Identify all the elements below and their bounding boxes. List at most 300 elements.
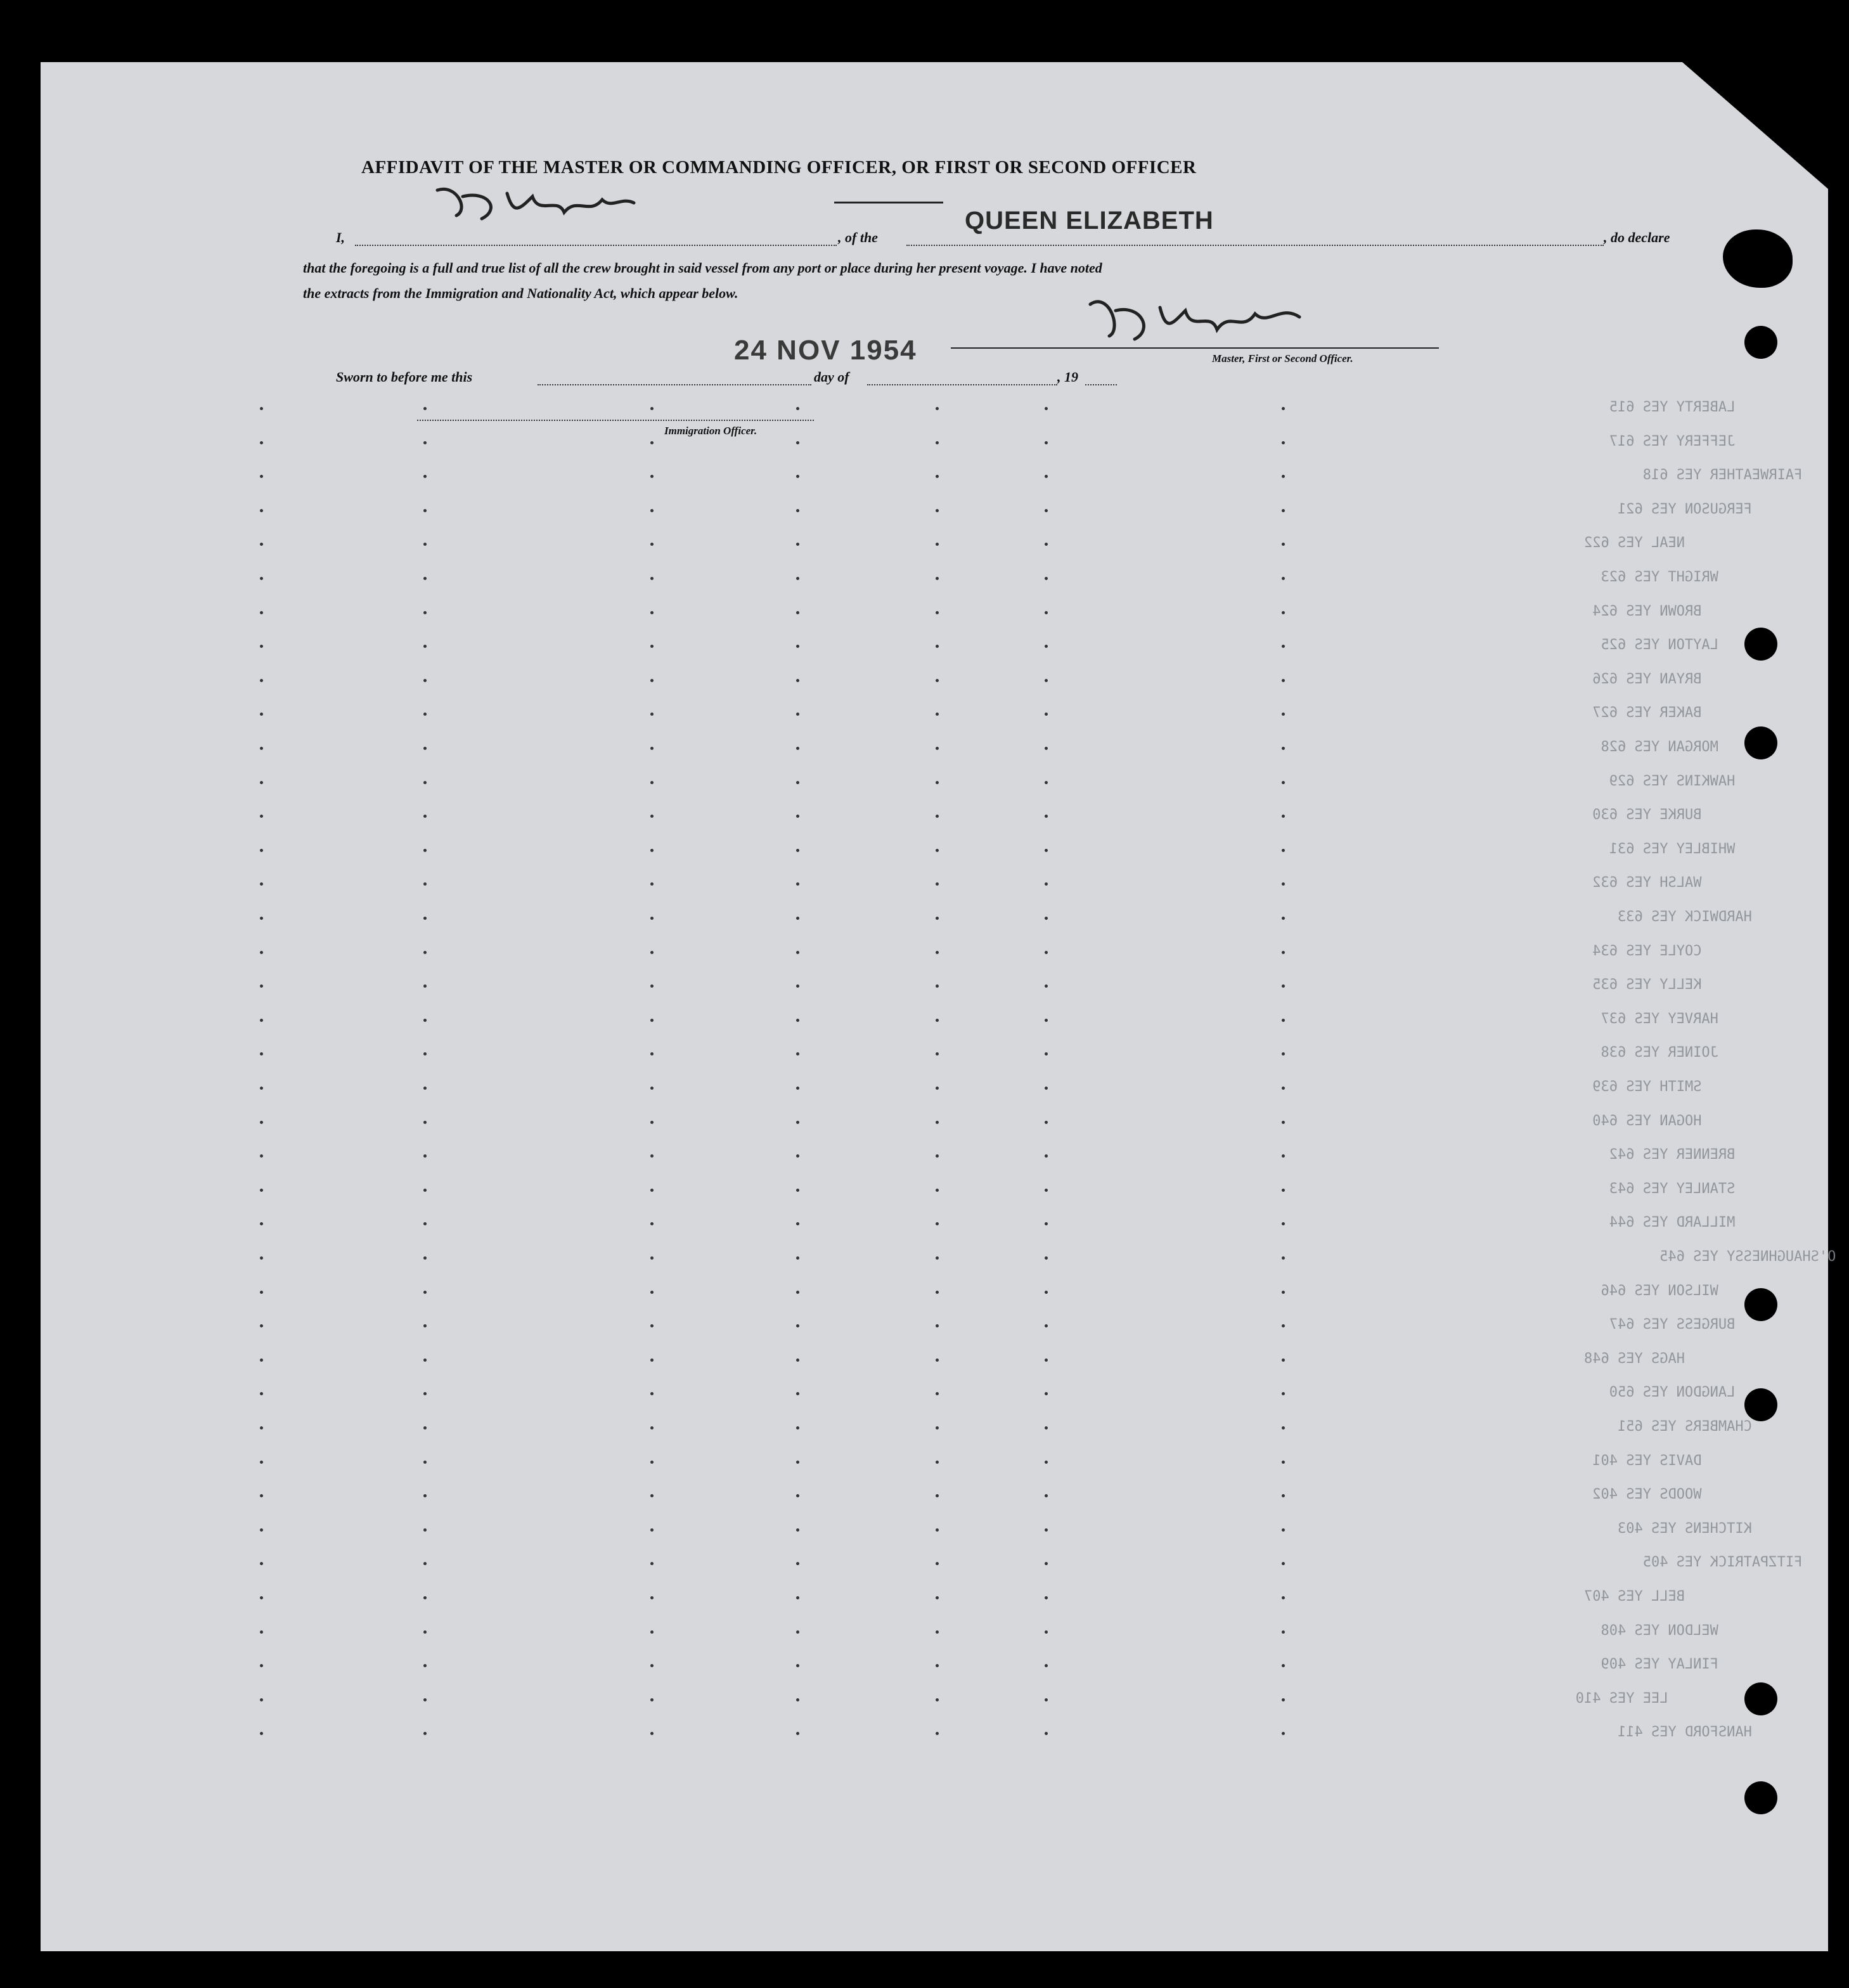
column-dot [1282, 611, 1285, 614]
column-dot [936, 1189, 939, 1192]
column-dot [423, 917, 427, 920]
column-dot [260, 1256, 263, 1260]
column-dot [796, 747, 799, 750]
column-dot [1045, 1528, 1048, 1532]
punch-hole [1744, 1288, 1777, 1321]
ghost-row-name: FERGUSON [1676, 501, 1752, 517]
ghost-row-yes: YES [1634, 773, 1668, 789]
affidavit-heading: AFFIDAVIT OF THE MASTER OR COMMANDING OFFICER, OR FIRST OR SECOND OFFICER [361, 157, 1197, 178]
ghost-row-yes: YES [1617, 1452, 1651, 1469]
column-dot [1282, 951, 1285, 954]
column-dot [423, 849, 427, 852]
column-dot [650, 849, 654, 852]
ghost-row-name: HARVEY [1659, 1010, 1718, 1027]
ghost-row-name: NEAL [1642, 535, 1685, 552]
punch-hole [1744, 1388, 1777, 1421]
officer-caption: Immigration Officer. [664, 425, 757, 437]
column-dot [260, 951, 263, 954]
ghost-row-yes: YES [1601, 1690, 1635, 1707]
column-dot [936, 1291, 939, 1294]
column-dot [423, 1189, 427, 1192]
ghost-row-name: WALSH [1651, 875, 1702, 891]
column-dot [650, 679, 654, 682]
ghost-row-name: BURGESS [1668, 1317, 1736, 1333]
column-dot [796, 441, 799, 444]
ghost-row-name: LAYTON [1659, 637, 1718, 654]
ghost-row-number: 405 [1642, 1554, 1668, 1571]
column-dot [650, 1461, 654, 1464]
column-dot [1045, 1121, 1048, 1124]
date-stamp: 24 NOV 1954 [734, 335, 917, 366]
column-dot [936, 1630, 939, 1634]
column-dot [260, 509, 263, 512]
column-dot [260, 1426, 263, 1430]
column-dot [1282, 1698, 1285, 1701]
column-dot [936, 849, 939, 852]
ghost-row-number: 648 [1583, 1350, 1609, 1367]
column-dot [936, 1596, 939, 1599]
master-name-line [355, 245, 837, 246]
ghost-row-name: O'SHAUGHNESSY [1718, 1249, 1836, 1265]
column-dot [796, 509, 799, 512]
column-dot [260, 407, 263, 410]
ghost-row-number: 628 [1601, 739, 1627, 755]
ghost-row-yes: YES [1617, 1113, 1651, 1129]
ghost-row-number: 631 [1609, 841, 1635, 857]
column-dot [796, 679, 799, 682]
ghost-row-number: 639 [1592, 1079, 1618, 1095]
ghost-row-yes: YES [1609, 535, 1643, 552]
column-dot [423, 611, 427, 614]
declaration-text: the extracts from the Immigration and Nationality Act, which appear below. [303, 285, 738, 301]
column-dot [650, 1630, 654, 1634]
column-dot [796, 1596, 799, 1599]
column-dot [650, 1359, 654, 1362]
column-dot [796, 1630, 799, 1634]
ghost-row-yes: YES [1634, 399, 1668, 415]
ghost-row-name: SMITH [1651, 1079, 1702, 1095]
ghost-row-number: 634 [1592, 943, 1618, 959]
column-dot [796, 1528, 799, 1532]
ghost-row-number: 615 [1609, 399, 1635, 415]
sworn-day-line [538, 384, 811, 385]
ghost-row-yes: YES [1626, 1622, 1660, 1639]
column-dot [650, 407, 654, 410]
column-dot [936, 441, 939, 444]
column-dot [936, 1359, 939, 1362]
column-dot [650, 1426, 654, 1430]
ghost-row-yes: YES [1668, 467, 1702, 484]
column-dot [423, 1121, 427, 1124]
column-dot [1045, 1630, 1048, 1634]
column-dot [423, 1596, 427, 1599]
column-dot [796, 1426, 799, 1430]
column-dot [796, 1359, 799, 1362]
column-dot [936, 1087, 939, 1090]
column-dot [1045, 781, 1048, 784]
ghost-row-yes: YES [1634, 1147, 1668, 1163]
column-dot [260, 1461, 263, 1464]
column-dot [650, 917, 654, 920]
column-dot [1282, 917, 1285, 920]
ghost-row-name: MILLARD [1668, 1215, 1736, 1231]
ghost-row-yes: YES [1626, 637, 1660, 654]
ghost-row-number: 627 [1592, 705, 1618, 721]
column-dot [650, 1698, 654, 1701]
column-dot [423, 781, 427, 784]
ghost-row-number: 621 [1617, 501, 1643, 517]
heading-rule [834, 202, 943, 203]
punch-hole [1744, 726, 1777, 759]
column-dot [796, 577, 799, 580]
ghost-row-name: HARDWICK [1676, 909, 1752, 925]
column-dot [1045, 1359, 1048, 1362]
column-dot [650, 441, 654, 444]
ghost-row-yes: YES [1634, 841, 1668, 857]
ghost-row-name: HANSFORD [1676, 1724, 1752, 1741]
column-dot [650, 1528, 654, 1532]
ghost-row-yes: YES [1617, 807, 1651, 823]
column-dot [1045, 611, 1048, 614]
ghost-row-name: KELLY [1651, 977, 1702, 993]
ghost-row-yes: YES [1617, 1079, 1651, 1095]
column-dot [936, 1121, 939, 1124]
ghost-row-yes: YES [1634, 1215, 1668, 1231]
column-dot [1282, 1087, 1285, 1090]
ghost-row-number: 635 [1592, 977, 1618, 993]
column-dot [650, 1087, 654, 1090]
ghost-row-name: BELL [1642, 1589, 1685, 1604]
ghost-row-yes: YES [1617, 671, 1651, 687]
column-dot [650, 1596, 654, 1599]
master-signature [431, 171, 640, 235]
ghost-row-number: 638 [1601, 1045, 1627, 1061]
column-dot [936, 1461, 939, 1464]
column-dot [260, 679, 263, 682]
column-dot [796, 849, 799, 852]
column-dot [1045, 849, 1048, 852]
column-dot [260, 1698, 263, 1701]
column-dot [1282, 747, 1285, 750]
ghost-row-yes: YES [1642, 501, 1677, 517]
column-dot [1045, 1426, 1048, 1430]
ghost-row-number: 618 [1642, 467, 1668, 484]
column-dot [1045, 441, 1048, 444]
column-dot [796, 951, 799, 954]
ghost-row-number: 410 [1575, 1690, 1601, 1707]
ghost-row-number: 630 [1592, 807, 1618, 823]
column-dot [936, 679, 939, 682]
ghost-row-yes: YES [1626, 1282, 1660, 1299]
column-dot [650, 1189, 654, 1192]
column-dot [1282, 781, 1285, 784]
column-dot [1282, 1189, 1285, 1192]
punch-hole [1744, 628, 1777, 661]
ghost-row-number: 629 [1609, 773, 1635, 789]
column-dot [423, 509, 427, 512]
ghost-row-yes: YES [1634, 433, 1668, 449]
ghost-row-name: JEFFERY [1668, 433, 1736, 449]
column-dot [1045, 1256, 1048, 1260]
ghost-row-name: CHAMBERS [1676, 1419, 1752, 1435]
column-dot [796, 611, 799, 614]
column-dot [1282, 1528, 1285, 1532]
do-declare-label: , do declare [1604, 229, 1670, 245]
ghost-row-number: 651 [1617, 1419, 1643, 1435]
column-dot [1045, 747, 1048, 750]
sworn-label: Sworn to before me this [336, 369, 473, 385]
column-dot [423, 747, 427, 750]
ghost-row-number: 645 [1659, 1249, 1685, 1265]
ghost-row-yes: YES [1626, 569, 1660, 585]
column-dot [650, 1019, 654, 1022]
column-dot [423, 577, 427, 580]
ghost-row-yes: YES [1609, 1589, 1643, 1604]
document-page [41, 62, 1828, 1951]
column-dot [1282, 1461, 1285, 1464]
column-dot [1045, 917, 1048, 920]
column-dot [260, 577, 263, 580]
column-dot [796, 917, 799, 920]
column-dot [260, 1189, 263, 1192]
ghost-row-yes: YES [1668, 1554, 1702, 1571]
year-label: , 19 [1057, 369, 1078, 385]
column-dot [1045, 407, 1048, 410]
vessel-name: QUEEN ELIZABETH [965, 207, 1214, 235]
column-dot [650, 781, 654, 784]
ghost-row-name: LABERTY [1668, 399, 1736, 415]
column-dot [1045, 1461, 1048, 1464]
column-dot [1282, 577, 1285, 580]
column-dot [1282, 1291, 1285, 1294]
immigration-officer-line [417, 420, 814, 421]
column-dot [796, 1019, 799, 1022]
ghost-row-number: 633 [1617, 909, 1643, 925]
column-dot [260, 1121, 263, 1124]
column-dot [936, 509, 939, 512]
column-dot [423, 1087, 427, 1090]
column-dot [1282, 1596, 1285, 1599]
ghost-row-yes: YES [1626, 1045, 1660, 1061]
master-signature-line [951, 347, 1439, 349]
column-dot [796, 1698, 799, 1701]
column-dot [936, 1019, 939, 1022]
column-dot [796, 1256, 799, 1260]
ghost-row-name: COYLE [1651, 943, 1702, 959]
ghost-row-yes: YES [1684, 1249, 1718, 1265]
ghost-row-yes: YES [1617, 1487, 1651, 1503]
ghost-row-number: 401 [1592, 1452, 1618, 1469]
ghost-row-number: 623 [1601, 569, 1627, 585]
ghost-row-name: DAVIS [1651, 1452, 1702, 1469]
ghost-row-name: KITCHENS [1676, 1520, 1752, 1537]
ghost-row-number: 637 [1601, 1010, 1627, 1027]
ghost-row-number: 624 [1592, 603, 1618, 619]
column-dot [260, 917, 263, 920]
ghost-row-name: BAKER [1651, 705, 1702, 721]
column-dot [650, 577, 654, 580]
ghost-row-number: 402 [1592, 1487, 1618, 1503]
column-dot [260, 1291, 263, 1294]
master-caption: Master, First or Second Officer. [1212, 352, 1353, 365]
column-dot [423, 1698, 427, 1701]
ghost-row-name: HAGS [1642, 1350, 1685, 1367]
ghost-row-name: JOINER [1659, 1045, 1718, 1061]
column-dot [1045, 1189, 1048, 1192]
column-dot [936, 747, 939, 750]
column-dot [1282, 441, 1285, 444]
column-dot [936, 1426, 939, 1430]
column-dot [1045, 951, 1048, 954]
column-dot [1045, 679, 1048, 682]
ghost-row-name: BROWN [1651, 603, 1702, 619]
ghost-row-yes: YES [1642, 1419, 1677, 1435]
ghost-row-number: 617 [1609, 433, 1635, 449]
master-signature [1078, 279, 1306, 349]
ghost-row-yes: YES [1634, 1317, 1668, 1333]
column-dot [650, 1256, 654, 1260]
ghost-row-yes: YES [1626, 1656, 1660, 1673]
ghost-row-yes: YES [1617, 705, 1651, 721]
ghost-row-name: FAIRWEATHER [1701, 467, 1803, 484]
ghost-row-name: BRYAN [1651, 671, 1702, 687]
column-dot [796, 1291, 799, 1294]
column-dot [936, 951, 939, 954]
ghost-row-name: HAWKINS [1668, 773, 1736, 789]
ghost-row-number: 647 [1609, 1317, 1635, 1333]
column-dot [1282, 1426, 1285, 1430]
punch-hole [1744, 326, 1777, 359]
column-dot [1045, 1019, 1048, 1022]
declaration-i-label: I, [336, 229, 345, 245]
ghost-row-yes: YES [1609, 1350, 1643, 1367]
column-dot [796, 407, 799, 410]
ghost-row-name: LANGDON [1668, 1384, 1736, 1401]
column-dot [260, 441, 263, 444]
ghost-row-name: WELDON [1659, 1622, 1718, 1639]
column-dot [936, 611, 939, 614]
column-dot [1282, 1256, 1285, 1260]
column-dot [1282, 1630, 1285, 1634]
column-dot [936, 1528, 939, 1532]
column-dot [423, 1359, 427, 1362]
ghost-row-number: 408 [1601, 1622, 1627, 1639]
column-dot [423, 1019, 427, 1022]
ghost-row-name: HOGAN [1651, 1113, 1702, 1129]
ghost-row-name: STANLEY [1668, 1180, 1736, 1197]
sworn-year-line [1085, 384, 1117, 385]
column-dot [650, 509, 654, 512]
column-dot [936, 1256, 939, 1260]
column-dot [650, 611, 654, 614]
ghost-row-number: 622 [1583, 535, 1609, 552]
ghost-row-yes: YES [1617, 875, 1651, 891]
ghost-row-number: 640 [1592, 1113, 1618, 1129]
column-dot [1282, 1359, 1285, 1362]
column-dot [260, 781, 263, 784]
column-dot [423, 679, 427, 682]
column-dot [796, 1189, 799, 1192]
sworn-month-line [867, 384, 1057, 385]
column-dot [650, 747, 654, 750]
ghost-row-number: 626 [1592, 671, 1618, 687]
column-dot [936, 577, 939, 580]
declaration-text: that the foregoing is a full and true list of all the crew brought in said vessel from any port or place during her present voyage. I have noted [303, 260, 1102, 276]
ghost-row-number: 643 [1609, 1180, 1635, 1197]
column-dot [423, 1256, 427, 1260]
column-dot [796, 1087, 799, 1090]
column-dot [423, 1426, 427, 1430]
column-dot [1282, 679, 1285, 682]
column-dot [423, 441, 427, 444]
column-dot [260, 1596, 263, 1599]
ghost-row-number: 644 [1609, 1215, 1635, 1231]
ghost-row-name: WRIGHT [1659, 569, 1718, 585]
column-dot [1045, 1291, 1048, 1294]
ghost-row-number: 407 [1583, 1589, 1609, 1604]
ghost-row-yes: YES [1642, 1520, 1677, 1537]
column-dot [936, 1698, 939, 1701]
column-dot [1045, 509, 1048, 512]
column-dot [423, 1528, 427, 1532]
punch-hole [1744, 1781, 1777, 1814]
vessel-name-line [906, 245, 1604, 246]
column-dot [423, 951, 427, 954]
ghost-row-name: FINLAY [1659, 1656, 1718, 1673]
column-dot [796, 1121, 799, 1124]
column-dot [1282, 1121, 1285, 1124]
ghost-row-yes: YES [1634, 1180, 1668, 1197]
ghost-row-yes: YES [1626, 739, 1660, 755]
ghost-row-yes: YES [1642, 909, 1677, 925]
ghost-row-number: 650 [1609, 1384, 1635, 1401]
ghost-row-yes: YES [1634, 1384, 1668, 1401]
column-dot [423, 1461, 427, 1464]
column-dot [1282, 1019, 1285, 1022]
day-of-label: day of [814, 369, 849, 385]
column-dot [650, 1121, 654, 1124]
column-dot [796, 781, 799, 784]
column-dot [423, 1630, 427, 1634]
ghost-row-name: BURKE [1651, 807, 1702, 823]
column-dot [260, 1528, 263, 1532]
punch-hole [1744, 1682, 1777, 1715]
ghost-row-name: BRENNER [1668, 1147, 1736, 1163]
ghost-row-name: WILSON [1659, 1282, 1718, 1299]
column-dot [1045, 1698, 1048, 1701]
ghost-row-number: 409 [1601, 1656, 1627, 1673]
column-dot [796, 1461, 799, 1464]
column-dot [1282, 407, 1285, 410]
ghost-row-name: WHIBLEY [1668, 841, 1736, 857]
column-dot [1045, 577, 1048, 580]
column-dot [936, 407, 939, 410]
column-dot [260, 849, 263, 852]
ghost-row-number: 642 [1609, 1147, 1635, 1163]
ghost-row-number: 646 [1601, 1282, 1627, 1299]
ghost-row-yes: YES [1642, 1724, 1677, 1741]
ghost-row-number: 632 [1592, 875, 1618, 891]
of-the-label: , of the [838, 229, 878, 245]
ghost-row-yes: YES [1617, 603, 1651, 619]
column-dot [1045, 1596, 1048, 1599]
column-dot [260, 747, 263, 750]
column-dot [650, 951, 654, 954]
column-dot [650, 1291, 654, 1294]
column-dot [260, 1359, 263, 1362]
column-dot [260, 1019, 263, 1022]
ghost-row-number: 625 [1601, 637, 1627, 654]
